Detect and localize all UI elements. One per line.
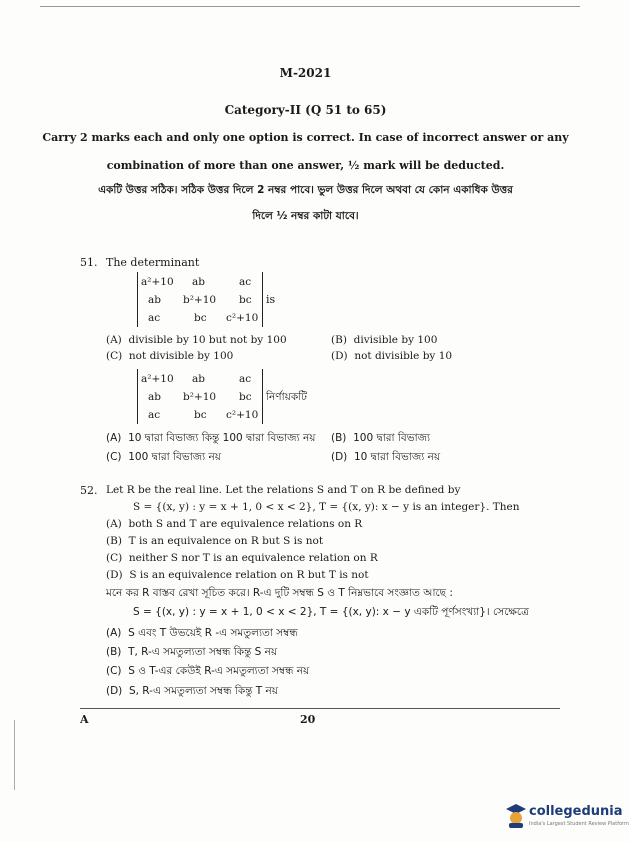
- q52-bn-stem-line-1: মনে কর R বাস্তব রেখা সূচিত করে। R-এ দুটি সম্বন্ধ S ও T নিম্নভাবে সংজ্ঞাত আছে :: [106, 587, 453, 599]
- logo-tagline: India's Largest Student Review Platform: [529, 821, 629, 827]
- q52-bn-stem-line-2: S = {(x, y) : y = x + 1, 0 < x < 2}, T = {(x, y): x − y একটি পূর্ণসংখ্যা}। সেক্ষেত্রে: [133, 606, 529, 618]
- det1-r2c3: bc: [239, 294, 252, 306]
- det2-r3c2: bc: [194, 409, 207, 421]
- q52-stem-line-1: Let R be the real line. Let the relations S and T on R be defined by: [106, 484, 461, 496]
- scan-margin-line: [14, 720, 15, 790]
- q52-number: 52.: [80, 484, 98, 497]
- det1-r2c1: ab: [148, 294, 161, 306]
- q52-option-b: (B) T is an equivalence on R but S is not: [106, 535, 324, 547]
- q52-option-c: (C) neither S nor T is an equivalence relation on R: [106, 552, 378, 564]
- det2-r1c3: ac: [239, 373, 252, 385]
- q51-bn-option-d: (D) 10 দ্বারা বিভাজ্য নয়: [331, 451, 441, 463]
- instruction-bn-line-1: একটি উত্তর সঠিক। সঠিক উত্তর দিলে 2 নম্বর পাবে। ভুল উত্তর দিলে অথবা যে কোন একাধিক উত্তর: [98, 184, 513, 196]
- det2-r2c3: bc: [239, 391, 252, 403]
- q51-bn-option-b: (B) 100 দ্বারা বিভাজ্য: [331, 432, 431, 444]
- q51-option-d: (D) not divisible by 10: [331, 350, 453, 362]
- collegedunia-logo: [505, 802, 629, 832]
- q51-option-a: (A) divisible by 10 but not by 100: [106, 334, 287, 346]
- det2-r3c1: ac: [148, 409, 161, 421]
- q52-stem-line-2: S = {(x, y) : y = x + 1, 0 < x < 2}, T = {(x, y): x − y is an integer}. Then: [133, 501, 520, 513]
- q52-bn-option-a: (A) S এবং T উভয়েই R -এ সমতুল্যতা সম্বন্ধ: [106, 627, 298, 639]
- det2-r2c2: b²+10: [183, 391, 217, 403]
- top-rule: [40, 6, 580, 7]
- det1-r2c2: b²+10: [183, 294, 217, 306]
- det2-r2c1: ab: [148, 391, 161, 403]
- paper-code: M-2021: [279, 66, 332, 80]
- det2-r1c2: ab: [192, 373, 205, 385]
- q52-bn-option-b: (B) T, R-এ সমতুল্যতা সম্বন্ধ কিন্তু S নয়: [106, 646, 278, 658]
- q51-is-label: is: [266, 293, 276, 306]
- q52-option-d: (D) S is an equivalence relation on R but T is not: [106, 569, 369, 581]
- det1-r1c1: a²+10: [141, 276, 174, 288]
- footer-rule: [80, 708, 560, 709]
- q51-option-c: (C) not divisible by 100: [106, 350, 234, 362]
- q51-bn-label: নির্ণায়কটি: [266, 391, 307, 403]
- instruction-en-line-2: combination of more than one answer, ½ mark will be deducted.: [106, 159, 505, 172]
- det1-r1c2: ab: [192, 276, 205, 288]
- q51-number: 51.: [80, 256, 98, 269]
- instruction-en-line-1: Carry 2 marks each and only one option is correct. In case of incorrect answer or any: [42, 131, 569, 144]
- q52-option-a: (A) both S and T are equivalence relations on R: [106, 518, 363, 530]
- q52-bn-option-d: (D) S, R-এ সমতুল্যতা সম্বন্ধ কিন্তু T নয়: [106, 685, 278, 697]
- q52-bn-option-c: (C) S ও T-এর কেউই R-এ সমতুল্যতা সম্বন্ধ নয়: [106, 665, 310, 677]
- det1-r3c2: bc: [194, 312, 207, 324]
- q51-stem: The determinant: [106, 256, 200, 269]
- det1-r3c3: c²+10: [226, 312, 259, 324]
- det2-r3c3: c²+10: [226, 409, 259, 421]
- det1-r3c1: ac: [148, 312, 161, 324]
- det1-r1c3: ac: [239, 276, 252, 288]
- instruction-bn-line-2: দিলে ½ নম্বর কাটা যাবে।: [252, 210, 359, 222]
- det2-r1c1: a²+10: [141, 373, 174, 385]
- logo-name: collegedunia: [529, 804, 623, 819]
- graduate-icon: [505, 802, 527, 828]
- q51-option-b: (B) divisible by 100: [331, 334, 438, 346]
- set-label: A: [80, 713, 89, 726]
- page-number: 20: [300, 713, 316, 726]
- q51-bn-option-c: (C) 100 দ্বারা বিভাজ্য নয়: [106, 451, 221, 463]
- category-heading: Category-II (Q 51 to 65): [224, 103, 387, 117]
- q51-bn-option-a: (A) 10 দ্বারা বিভাজ্য কিন্তু 100 দ্বারা বিভাজ্য নয়: [106, 432, 316, 444]
